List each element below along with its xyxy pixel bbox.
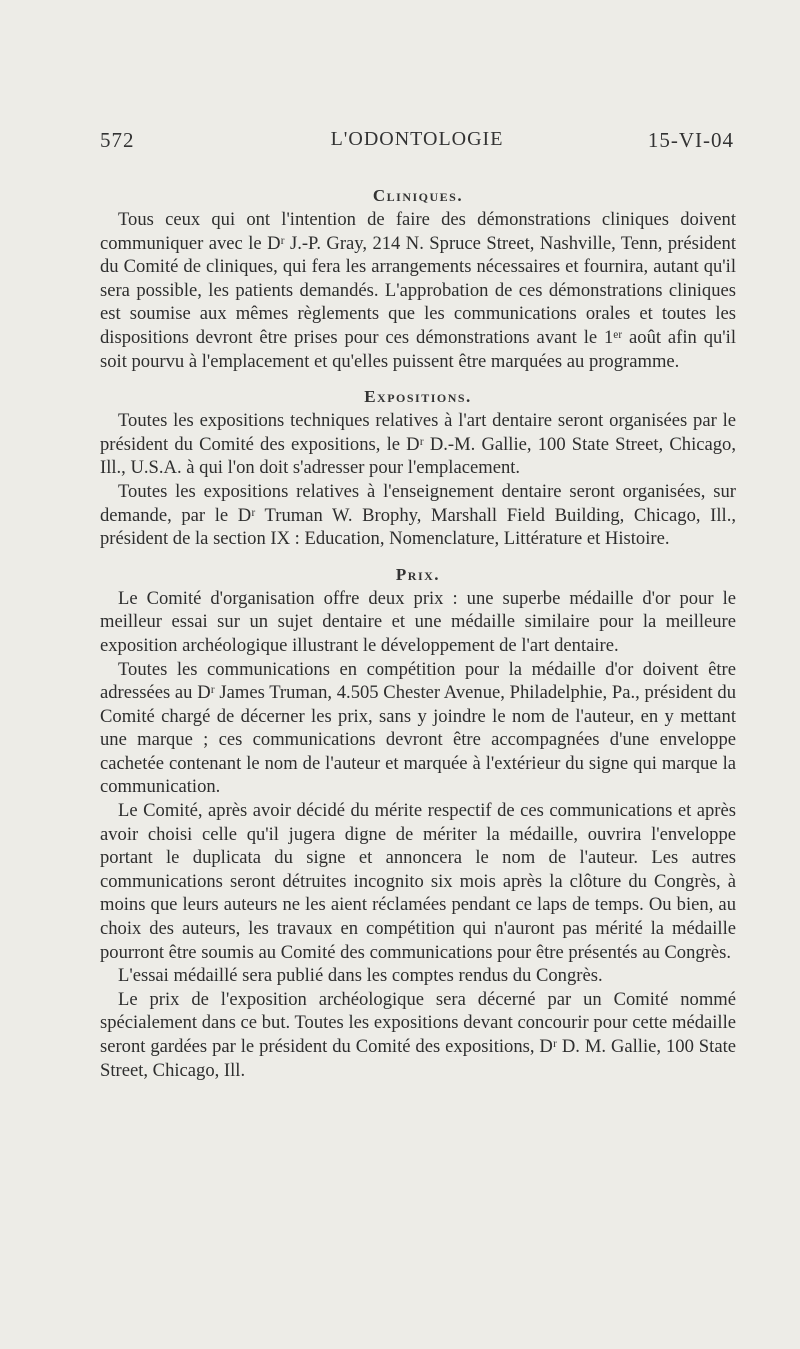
paragraph: Le prix de l'exposition archéologique sera décerné par un Comité nommé spécialement dans ce but. Toutes les expositions devant concourir pour cette médaille seront gardées par le président du Comité des expositions, Dʳ D. M. Gallie, 100 State Street, Chicago, Ill. xyxy=(100,988,736,1081)
journal-title: L'ODONTOLOGIE xyxy=(330,128,504,150)
paragraph: L'essai médaillé sera publié dans les comptes rendus du Congrès. xyxy=(118,965,603,987)
section-title-cliniques: Cliniques. xyxy=(372,186,464,205)
page-body xyxy=(100,184,736,1082)
paragraph: Tous ceux qui ont l'intention de faire des démonstrations cliniques doivent communiquer avec le Dʳ J.-P. Gray, 214 N. Spruce Street, Nashville, Tenn, président du Comité de cliniques, qui fera les arrangements nécessaires et fournira, autant qu'il sera possible, les patients demandés. L'approbation de ces démonstrations cliniques est soumise aux mêmes règlements que les communications orales et toutes les dispositions devront être prises pour ces démonstrations avant le 1ᵉʳ août afin qu'il soit pourvu à l'emplacement et qu'elles puissent être marquées au programme. xyxy=(100,209,736,372)
section-title-prix: Prix. xyxy=(395,564,441,584)
section-prix xyxy=(100,563,736,1082)
paragraph: Toutes les expositions relatives à l'enseignement dentaire seront organisées, sur demande, par le Dʳ Truman W. Brophy, Marshall Field Building, Chicago, Ill., président de la section IX : Education, Nomenclature, Littérature et Histoire. xyxy=(100,480,736,550)
page-number: 572 xyxy=(100,128,135,152)
paragraph: Le Comité d'organisation offre deux prix : une superbe médaille d'or pour le meilleur essai sur un sujet dentaire et une médaille similaire pour la meilleure exposition archéologique illustrant le développement de l'art dentaire. xyxy=(100,587,736,656)
section-title-expositions: Expositions. xyxy=(364,387,472,407)
paragraph: Le Comité, après avoir décidé du mérite respectif de ces communications et après avoir choisi celle qu'il jugera digne de mériter la médaille, ouvrira l'enveloppe portant le duplicata du signe et annoncera le nom de l'auteur. Les autres communications seront détruites incognito six mois après la clôture du Congrès, à moins que leurs auteurs ne les aient réclamées pendant ce laps de temps. Ou bien, au choix des auteurs, les travaux en compétition qui n'auront pas mérité la médaille pourront être soumis au Comité des communications pour être présentés au Congrès. xyxy=(100,800,736,963)
section-cliniques xyxy=(100,184,736,373)
paragraph: Toutes les communications en compétition pour la médaille d'or doivent être adressées au Dʳ James Truman, 4.505 Chester Avenue, Philadelphie, Pa., président du Comité chargé de décerner les prix, sans y joindre le nom de l'auteur, en y mettant une marque ; ces communications devront être accompagnées d'une enveloppe cachetée contenant le nom de l'auteur et marquée à l'extérieur du signe qui marque la communication. xyxy=(100,658,736,798)
section-expositions xyxy=(100,385,736,551)
issue-date: 15-VI-04 xyxy=(647,128,734,152)
running-header xyxy=(100,128,734,158)
paragraph: Toutes les expositions techniques relatives à l'art dentaire seront organisées par le président du Comité des expositions, le Dʳ D.-M. Gallie, 100 State Street, Chicago, Ill., U.S.A. à qui l'on doit s'adresser pour l'emplacement. xyxy=(100,410,736,479)
